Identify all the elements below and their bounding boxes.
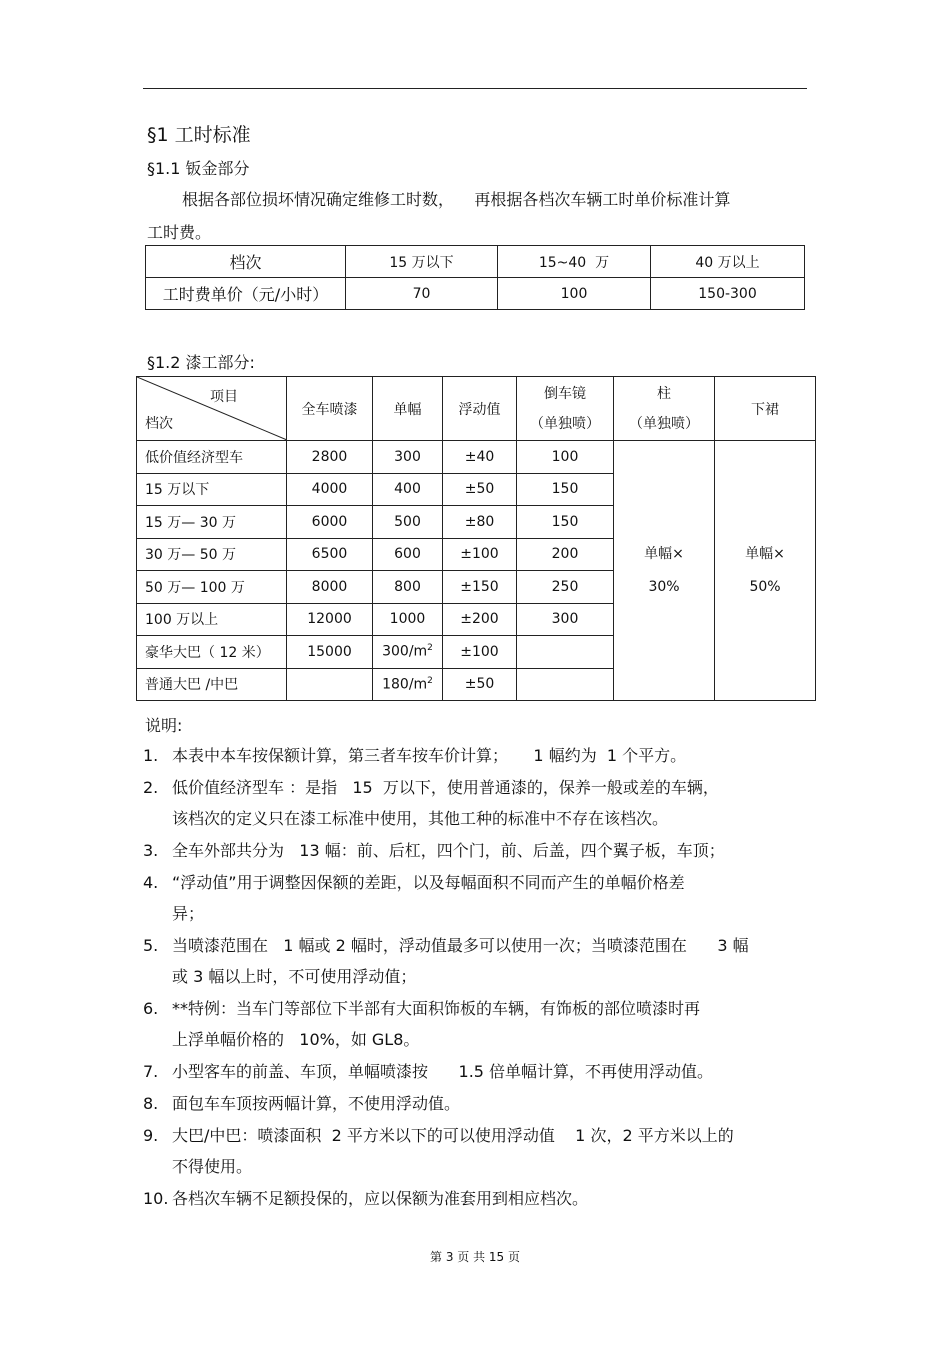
list-item bbox=[143, 835, 813, 866]
table-cell bbox=[517, 636, 614, 669]
row-label: 普通大巴 /中巴 bbox=[137, 668, 287, 701]
table-cell: ±50 bbox=[443, 473, 517, 506]
row-label: 工时费单价（元/小时） bbox=[146, 278, 346, 310]
header-line: 柱 bbox=[657, 385, 671, 402]
list-item-number: 4. bbox=[143, 873, 159, 892]
table-cell: ±80 bbox=[443, 506, 517, 539]
list-item-number: 2. bbox=[143, 778, 159, 797]
table-row bbox=[137, 377, 816, 441]
list-item-text: 不得使用。 bbox=[172, 1157, 253, 1176]
list-item bbox=[143, 740, 813, 771]
list-item-number: 5. bbox=[143, 936, 159, 955]
table-cell: ±50 bbox=[443, 668, 517, 701]
header-cell bbox=[614, 377, 715, 441]
list-item-number: 10. bbox=[143, 1189, 169, 1208]
list-item bbox=[143, 867, 813, 929]
table-cell: 150 bbox=[517, 473, 614, 506]
list-item bbox=[143, 1120, 813, 1182]
table-cell: 4000 bbox=[287, 473, 373, 506]
corner-item-label: 项目 bbox=[210, 389, 238, 405]
superscript: 2 bbox=[427, 675, 433, 686]
merged-line: 单幅× bbox=[644, 545, 684, 562]
table-cell: 100 bbox=[498, 278, 651, 310]
table-cell: 150-300 bbox=[651, 278, 805, 310]
header-line: 倒车镜 bbox=[544, 385, 586, 402]
notes-list bbox=[143, 740, 813, 1215]
page-footer: 第 3 页 共 15 页 bbox=[430, 1250, 520, 1264]
list-item bbox=[143, 1088, 813, 1119]
list-item-text: 面包车车顶按两幅计算，不使用浮动值。 bbox=[172, 1094, 461, 1113]
list-item-text: 本表中本车按保额计算，第三者车按车价计算； 1 幅约为 1 个平方。 bbox=[172, 746, 687, 765]
list-item-number: 8. bbox=[143, 1094, 159, 1113]
paint-price-table bbox=[136, 376, 816, 701]
corner-grade-label: 档次 bbox=[145, 416, 173, 432]
table-cell bbox=[373, 636, 443, 669]
list-item bbox=[143, 772, 813, 834]
header-rule bbox=[143, 88, 807, 89]
table-cell: 500 bbox=[373, 506, 443, 539]
table-cell: 6500 bbox=[287, 538, 373, 571]
header-cell bbox=[517, 377, 614, 441]
header-cell: 单幅 bbox=[373, 377, 443, 441]
row-label: 30 万— 50 万 bbox=[137, 538, 287, 571]
table-cell: 6000 bbox=[287, 506, 373, 539]
header-cell: 15~40 万 bbox=[498, 246, 651, 278]
merged-line: 单幅× bbox=[745, 545, 785, 562]
list-item-text: 异； bbox=[172, 904, 205, 923]
table-cell: 600 bbox=[373, 538, 443, 571]
list-item bbox=[143, 930, 813, 992]
table-row bbox=[146, 246, 805, 278]
merged-line: 30% bbox=[648, 578, 680, 595]
row-label: 豪华大巴（ 12 米） bbox=[137, 636, 287, 669]
list-item bbox=[143, 1056, 813, 1087]
header-cell: 全车喷漆 bbox=[287, 377, 373, 441]
table-cell: 70 bbox=[346, 278, 498, 310]
header-cell: 40 万以上 bbox=[651, 246, 805, 278]
list-item-number: 6. bbox=[143, 999, 159, 1018]
list-item-text: 小型客车的前盖、车顶，单幅喷漆按 1.5 倍单幅计算，不再使用浮动值。 bbox=[172, 1062, 714, 1081]
list-item-text: 该档次的定义只在漆工标准中使用，其他工种的标准中不存在该档次。 bbox=[172, 809, 669, 828]
subsection-title-sheet-metal: §1.1 钣金部分 bbox=[147, 159, 250, 178]
cell-value: 300/m bbox=[382, 644, 428, 661]
table-cell: ±200 bbox=[443, 603, 517, 636]
table-cell: 8000 bbox=[287, 571, 373, 604]
table-cell bbox=[517, 668, 614, 701]
table-cell: 800 bbox=[373, 571, 443, 604]
list-item-text: 全车外部共分为 13 幅：前、后杠，四个门，前、后盖，四个翼子板，车顶； bbox=[172, 841, 725, 860]
list-item-number: 7. bbox=[143, 1062, 159, 1081]
table-cell: 12000 bbox=[287, 603, 373, 636]
paragraph-line-1: 根据各部位损坏情况确定维修工时数， 再根据各档次车辆工时单价标准计算 bbox=[182, 190, 731, 209]
table-cell: ±100 bbox=[443, 538, 517, 571]
table-cell: 1000 bbox=[373, 603, 443, 636]
superscript: 2 bbox=[427, 643, 433, 654]
list-item-number: 9. bbox=[143, 1126, 159, 1145]
row-label: 100 万以上 bbox=[137, 603, 287, 636]
cell-value: 180/m bbox=[382, 676, 428, 693]
header-cell: 下裙 bbox=[715, 377, 816, 441]
table-cell: 300 bbox=[373, 441, 443, 474]
header-cell: 档次 bbox=[146, 246, 346, 278]
table-cell: 2800 bbox=[287, 441, 373, 474]
list-item-text: “浮动值”用于调整因保额的差距，以及每幅面积不同而产生的单幅价格差 bbox=[172, 873, 685, 892]
table-cell bbox=[373, 668, 443, 701]
list-item bbox=[143, 993, 813, 1055]
list-item-number: 1. bbox=[143, 746, 159, 765]
header-line: （单独喷） bbox=[629, 415, 699, 432]
pillar-merged-cell bbox=[614, 441, 715, 701]
table-cell: 400 bbox=[373, 473, 443, 506]
row-label: 15 万— 30 万 bbox=[137, 506, 287, 539]
table-cell: 250 bbox=[517, 571, 614, 604]
list-item-text: 各档次车辆不足额投保的，应以保额为准套用到相应档次。 bbox=[172, 1189, 589, 1208]
table-cell: ±150 bbox=[443, 571, 517, 604]
list-item-number: 3. bbox=[143, 841, 159, 860]
paragraph-line-2: 工时费。 bbox=[147, 223, 212, 242]
table-cell: ±40 bbox=[443, 441, 517, 474]
table-cell bbox=[287, 668, 373, 701]
list-item-text: **特例：当车门等部位下半部有大面积饰板的车辆，有饰板的部位喷漆时再 bbox=[172, 999, 701, 1018]
subsection-title-paint: §1.2 漆工部分: bbox=[147, 353, 255, 372]
header-cell: 浮动值 bbox=[443, 377, 517, 441]
list-item-text: 当喷漆范围在 1 幅或 2 幅时，浮动值最多可以使用一次；当喷漆范围在 3 幅 bbox=[172, 936, 749, 955]
row-label: 15 万以下 bbox=[137, 473, 287, 506]
row-label: 低价值经济型车 bbox=[137, 441, 287, 474]
table-cell: 100 bbox=[517, 441, 614, 474]
corner-header-cell bbox=[137, 377, 287, 441]
table-cell: 300 bbox=[517, 603, 614, 636]
table-cell: 150 bbox=[517, 506, 614, 539]
list-item-text: 低价值经济型车 ：是指 15 万以下，使用普通漆的，保养一般或差的车辆， bbox=[172, 778, 719, 797]
section-title: §1 工时标准 bbox=[147, 124, 251, 146]
list-item-text: 大巴/中巴：喷漆面积 2 平方米以下的可以使用浮动值 1 次，2 平方米以上的 bbox=[172, 1126, 734, 1145]
labor-rate-table bbox=[145, 245, 805, 310]
table-cell: 200 bbox=[517, 538, 614, 571]
table-cell: ±100 bbox=[443, 636, 517, 669]
table-cell: 15000 bbox=[287, 636, 373, 669]
notes-title: 说明: bbox=[145, 716, 183, 735]
row-label: 50 万— 100 万 bbox=[137, 571, 287, 604]
table-row bbox=[137, 441, 816, 474]
list-item-text: 上浮单幅价格的 10%，如 GL8。 bbox=[172, 1030, 420, 1049]
header-cell: 15 万以下 bbox=[346, 246, 498, 278]
list-item-text: 或 3 幅以上时，不可使用浮动值； bbox=[172, 967, 417, 986]
list-item bbox=[143, 1183, 813, 1214]
merged-line: 50% bbox=[749, 578, 781, 595]
table-row bbox=[146, 278, 805, 310]
header-line: （单独喷） bbox=[530, 415, 600, 432]
skirt-merged-cell bbox=[715, 441, 816, 701]
